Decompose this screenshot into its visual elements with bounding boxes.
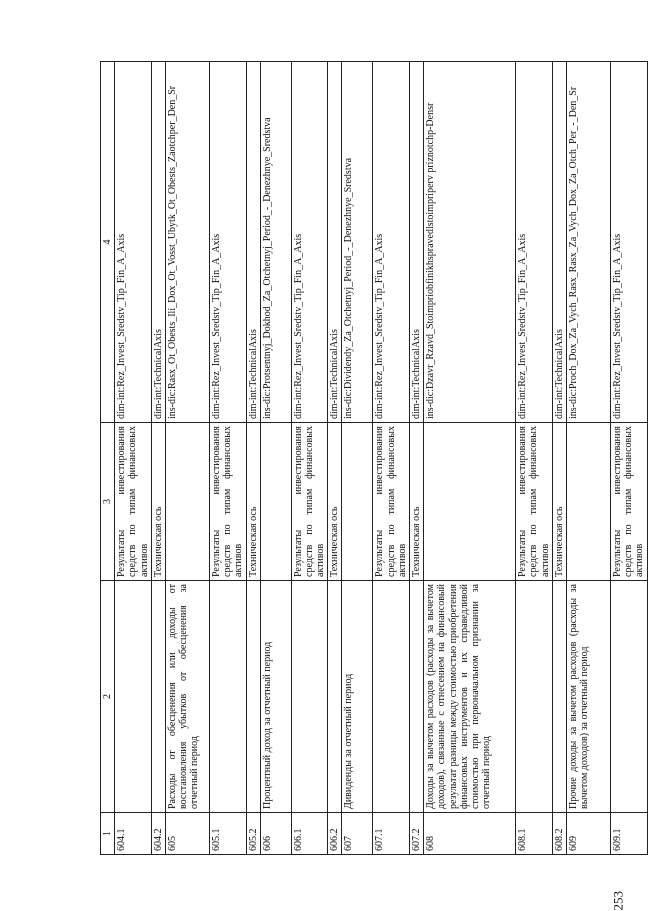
row-name <box>516 581 553 813</box>
row-dim: dim-int:TechnicalAxis <box>151 62 165 423</box>
header-col-2: 2 <box>101 581 115 813</box>
row-code: 606.2 <box>328 813 342 855</box>
row-type: Результаты инвестирования средств по типам финансовых активов <box>115 423 152 581</box>
row-type: Техническая ось <box>410 423 424 581</box>
row-code: 606.1 <box>291 813 328 855</box>
row-name <box>246 581 260 813</box>
row-name: Прочие доходы за вычетом расходов (расходы за вычетом доходов) за отчетный период <box>566 581 610 813</box>
row-code: 609 <box>566 813 610 855</box>
row-name: Дивиденды за отчетный период <box>342 581 373 813</box>
row-dim: ins-dic:Protsentnyj_Dokhod_Za_Otchetnyj_Period_-_Denezhnye_Sredstva <box>260 62 291 423</box>
row-dim: dim-int:Rez_Invest_Sredstv_Tip_Fin_A_Axis <box>373 62 410 423</box>
table-row <box>342 62 373 855</box>
row-code: 607.2 <box>410 813 424 855</box>
row-code: 608 <box>424 813 516 855</box>
row-name <box>151 581 165 813</box>
header-row <box>101 62 115 855</box>
row-type: Техническая ось <box>328 423 342 581</box>
row-dim: dim-int:Rez_Invest_Sredstv_Tip_Fin_A_Axis <box>516 62 553 423</box>
table-row <box>373 62 410 855</box>
row-dim: dim-int:TechnicalAxis <box>410 62 424 423</box>
page-number: 253 <box>610 891 625 911</box>
row-name: Доходы за вычетом расходов (расходы за вычетом доходов), связанные с отнесением на финансовый результат разницы между стоимостью приобретения финансовых инструментов и их справедливой стоимостью при первоначальном признании за отчетный период <box>424 581 516 813</box>
row-type: Техническая ось <box>552 423 566 581</box>
row-dim: ins-dic:Dzavr_Rzavd_Stoimpriobfinikhspravedlstoimpriperv priznotchp-Densr <box>424 62 516 423</box>
row-code: 609.1 <box>610 813 647 855</box>
row-type <box>260 423 291 581</box>
row-code: 608.1 <box>516 813 553 855</box>
row-type: Результаты инвестирования средств по типам финансовых активов <box>209 423 246 581</box>
table-row <box>246 62 260 855</box>
row-type <box>424 423 516 581</box>
row-type <box>342 423 373 581</box>
row-type: Результаты инвестирования средств по типам финансовых активов <box>291 423 328 581</box>
row-name <box>209 581 246 813</box>
row-dim: dim-int:TechnicalAxis <box>246 62 260 423</box>
row-name <box>610 581 647 813</box>
table-row <box>165 62 209 855</box>
row-code: 605.2 <box>246 813 260 855</box>
row-type <box>566 423 610 581</box>
row-type: Результаты инвестирования средств по типам финансовых активов <box>373 423 410 581</box>
row-type: Результаты инвестирования средств по типам финансовых активов <box>610 423 647 581</box>
header-col-3: 3 <box>101 423 115 581</box>
header-col-1: 1 <box>101 813 115 855</box>
table-row <box>552 62 566 855</box>
row-name <box>115 581 152 813</box>
row-type: Техническая ось <box>151 423 165 581</box>
row-name <box>552 581 566 813</box>
row-dim: dim-int:Rez_Invest_Sredstv_Tip_Fin_A_Axis <box>115 62 152 423</box>
table-row <box>115 62 152 855</box>
row-code: 604.2 <box>151 813 165 855</box>
row-name <box>328 581 342 813</box>
row-dim: ins-dic:Proch_Dox_Za_Vych_Rasx_Rasx_Za_Vych_Dox_Za_Otch_Per_-_Den_Sr <box>566 62 610 423</box>
row-dim: dim-int:Rez_Invest_Sredstv_Tip_Fin_A_Axis <box>209 62 246 423</box>
header-col-4: 4 <box>101 62 115 423</box>
row-name: Расходы от обесценения или доходы от восстановления убытков от обесценения за отчетный период <box>165 581 209 813</box>
table-row <box>610 62 647 855</box>
row-name <box>373 581 410 813</box>
table-row <box>209 62 246 855</box>
row-dim: dim-int:TechnicalAxis <box>328 62 342 423</box>
table-row <box>424 62 516 855</box>
row-dim: dim-int:TechnicalAxis <box>552 62 566 423</box>
row-code: 607 <box>342 813 373 855</box>
row-name <box>291 581 328 813</box>
rotated-table-container <box>100 62 646 855</box>
row-code: 607.1 <box>373 813 410 855</box>
table-row <box>516 62 553 855</box>
row-dim: ins-dic:Dividendy_Za_Otchetnyj_Period_-_Denezhnye_Sredstva <box>342 62 373 423</box>
table-row <box>151 62 165 855</box>
table-row <box>291 62 328 855</box>
taxonomy-table <box>100 61 648 855</box>
table-row <box>260 62 291 855</box>
row-type <box>165 423 209 581</box>
row-code: 606 <box>260 813 291 855</box>
row-code: 605 <box>165 813 209 855</box>
row-type: Результаты инвестирования средств по типам финансовых активов <box>516 423 553 581</box>
row-code: 605.1 <box>209 813 246 855</box>
row-dim: dim-int:Rez_Invest_Sredstv_Tip_Fin_A_Axis <box>610 62 647 423</box>
row-code: 604.1 <box>115 813 152 855</box>
row-name: Процентный доход за отчетный период <box>260 581 291 813</box>
table-row <box>410 62 424 855</box>
row-dim: ins-dic:Rasx_Ot_Obests_Ili_Dox_Ot_Vosst_Ubytk_Ot_Obests_Zaotchper_Den_Sr <box>165 62 209 423</box>
row-type: Техническая ось <box>246 423 260 581</box>
table-row <box>328 62 342 855</box>
table-row <box>566 62 610 855</box>
row-code: 608.2 <box>552 813 566 855</box>
row-name <box>410 581 424 813</box>
row-dim: dim-int:Rez_Invest_Sredstv_Tip_Fin_A_Axis <box>291 62 328 423</box>
